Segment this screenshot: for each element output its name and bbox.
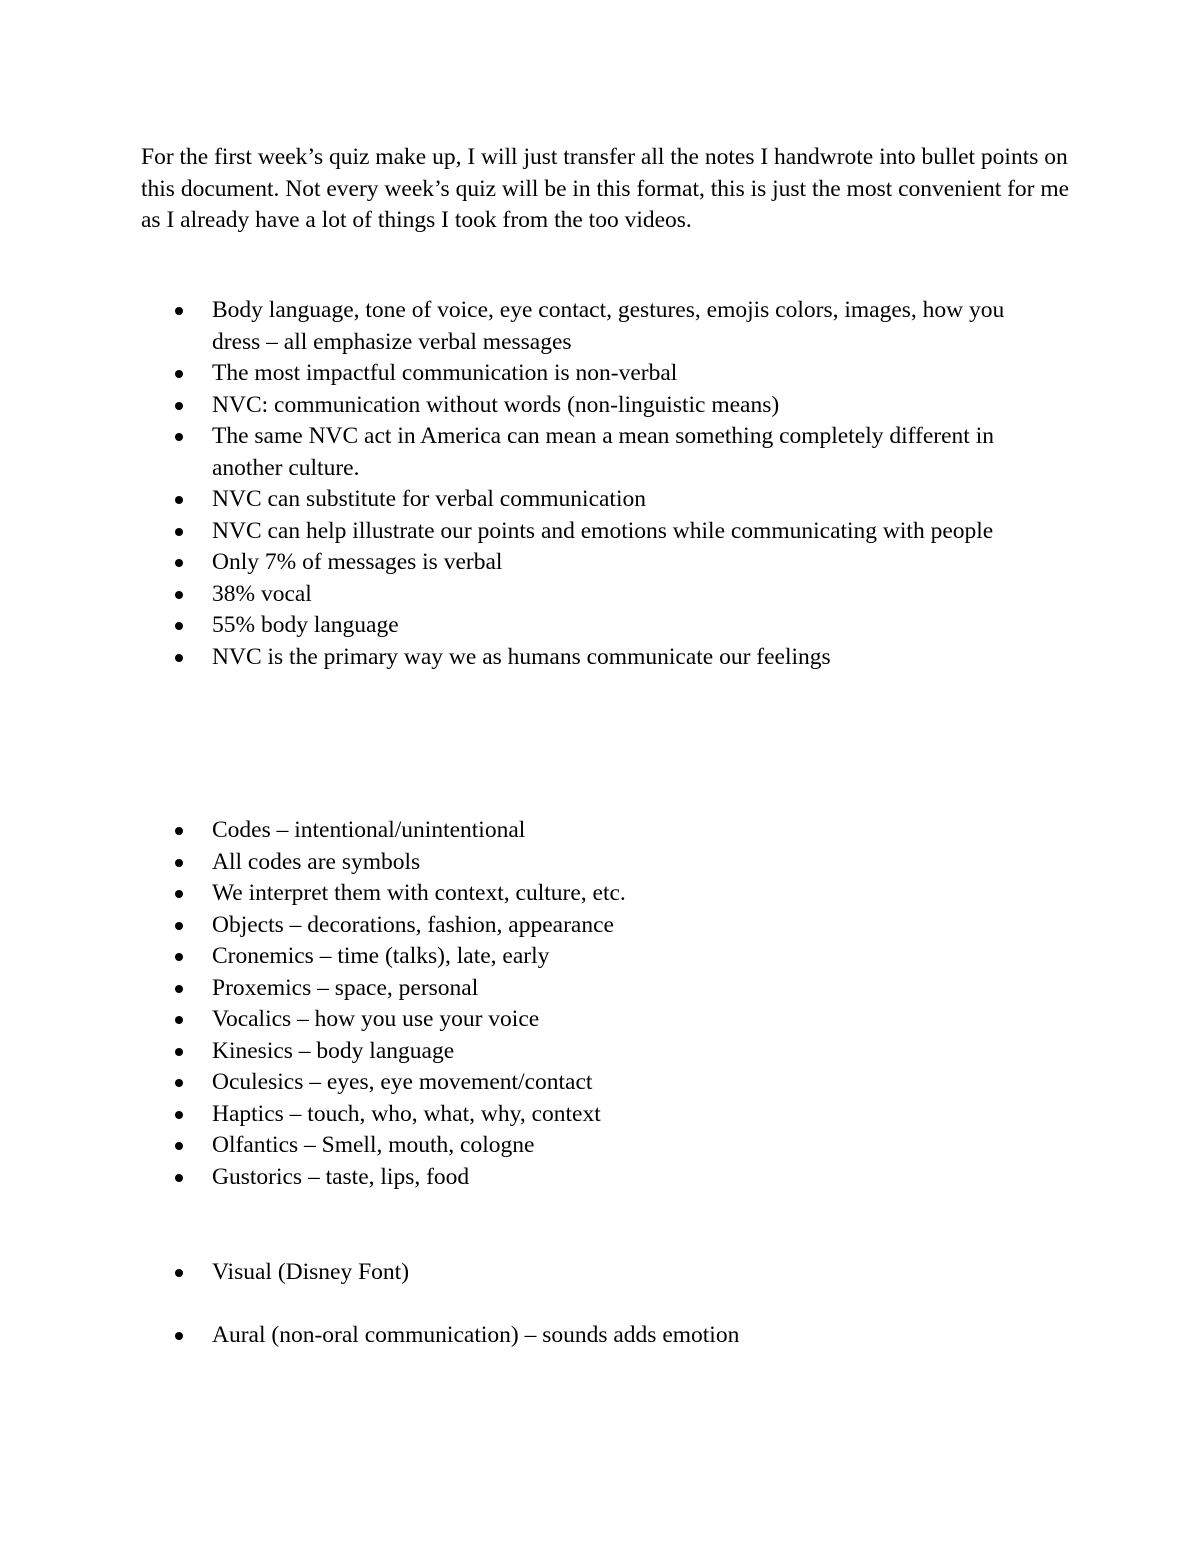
bullet-icon: [175, 622, 183, 630]
bullet-icon: [175, 953, 183, 961]
list-item: 55% body language: [0, 610, 1060, 642]
bullet-icon: [175, 654, 183, 662]
bullet-list-visual: [0, 1257, 1060, 1289]
list-item: 38% vocal: [0, 579, 1060, 611]
list-item: NVC: communication without words (non-linguistic means): [0, 390, 1060, 422]
list-item: Cronemics – time (talks), late, early: [0, 941, 1060, 973]
list-item: Proxemics – space, personal: [0, 973, 1060, 1005]
list-item: Kinesics – body language: [0, 1036, 1060, 1068]
bullet-icon: [175, 591, 183, 599]
bullet-icon: [175, 1079, 183, 1087]
bullet-icon: [175, 1016, 183, 1024]
list-item: Body language, tone of voice, eye contact, gestures, emojis colors, images, how you dress – all emphasize verbal messages: [0, 295, 1060, 358]
list-item: Objects – decorations, fashion, appearance: [0, 910, 1060, 942]
list-item: NVC can substitute for verbal communication: [0, 484, 1060, 516]
bullet-icon: [175, 496, 183, 504]
list-item: Codes – intentional/unintentional: [0, 815, 1060, 847]
bullet-icon: [175, 559, 183, 567]
bullet-icon: [175, 1111, 183, 1119]
bullet-icon: [175, 1048, 183, 1056]
bullet-list-aural: [0, 1320, 1060, 1352]
list-item: Oculesics – eyes, eye movement/contact: [0, 1067, 1060, 1099]
bullet-icon: [175, 528, 183, 536]
bullet-icon: [175, 433, 183, 441]
list-item: We interpret them with context, culture, etc.: [0, 878, 1060, 910]
intro-paragraph: For the first week’s quiz make up, I will just transfer all the notes I handwrote into bullet points on this document. Not every week’s quiz will be in this format, this is just the most convenient for me as I already have a lot of things I took from the too videos.: [141, 144, 1070, 233]
bullet-icon: [175, 1174, 183, 1182]
list-item: All codes are symbols: [0, 847, 1060, 879]
list-item: NVC is the primary way we as humans communicate our feelings: [0, 642, 1060, 674]
bullet-icon: [175, 370, 183, 378]
list-item: Gustorics – taste, lips, food: [0, 1162, 1060, 1194]
list-item: NVC can help illustrate our points and emotions while communicating with people: [0, 516, 1060, 548]
bullet-icon: [175, 859, 183, 867]
bullet-icon: [175, 827, 183, 835]
bullet-icon: [175, 307, 183, 315]
list-item: Haptics – touch, who, what, why, context: [0, 1099, 1060, 1131]
bullet-list-codes: [0, 815, 1060, 1193]
list-item: Vocalics – how you use your voice: [0, 1004, 1060, 1036]
bullet-icon: [175, 985, 183, 993]
bullet-icon: [175, 922, 183, 930]
list-item: The most impactful communication is non-verbal: [0, 358, 1060, 390]
list-item: Only 7% of messages is verbal: [0, 547, 1060, 579]
bullet-icon: [175, 1332, 183, 1340]
bullet-list-nvc-basics: [0, 295, 1060, 673]
bullet-icon: [175, 890, 183, 898]
bullet-icon: [175, 402, 183, 410]
list-item: Visual (Disney Font): [0, 1257, 1060, 1289]
list-item: Aural (non-oral communication) – sounds adds emotion: [0, 1320, 1060, 1352]
list-item: Olfantics – Smell, mouth, cologne: [0, 1130, 1060, 1162]
list-item: The same NVC act in America can mean a mean something completely different in another culture.: [0, 421, 1060, 484]
bullet-icon: [175, 1142, 183, 1150]
bullet-icon: [175, 1269, 183, 1277]
